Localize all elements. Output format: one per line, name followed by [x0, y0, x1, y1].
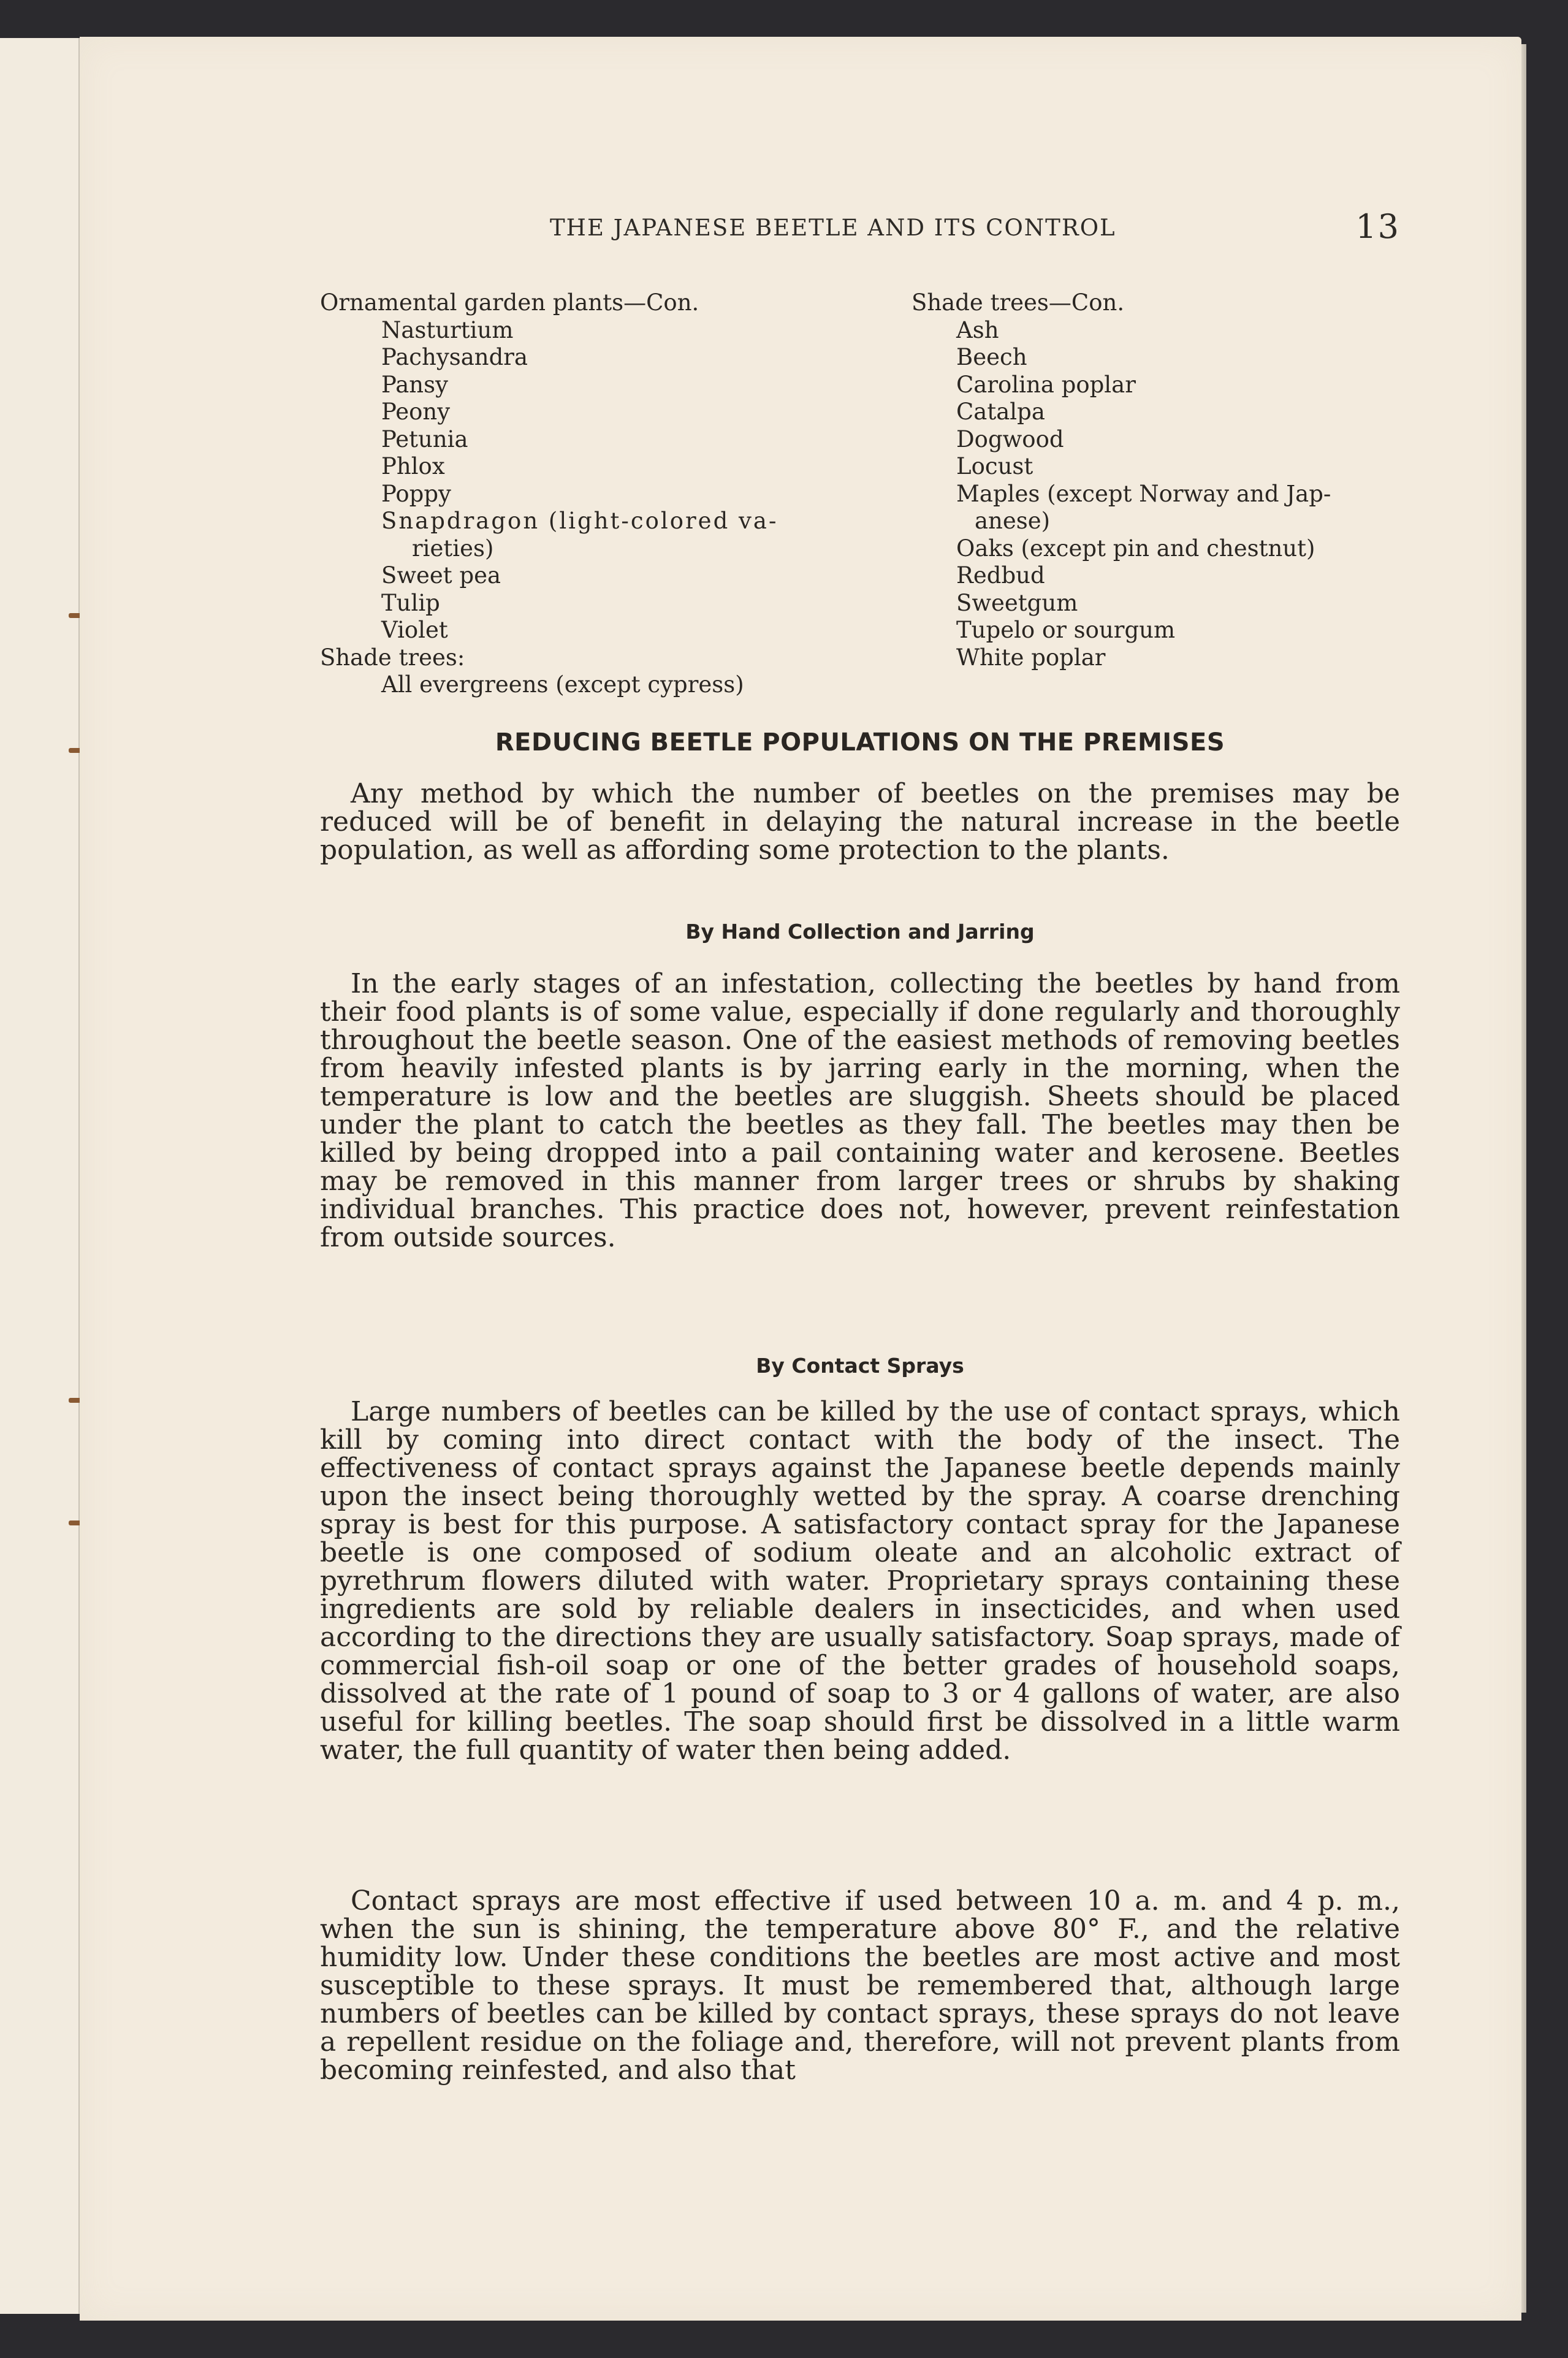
subsection-heading-contact-sprays: By Contact Sprays — [756, 1354, 964, 1378]
list-item: Poppy — [381, 480, 451, 507]
list-item: Sweet pea — [381, 562, 501, 589]
list-item-line: anese) — [975, 508, 1051, 534]
section-heading: REDUCING BEETLE POPULATIONS ON THE PREMISES — [495, 728, 1225, 757]
list-item: Locust — [956, 453, 1033, 479]
page-number: 13 — [1355, 207, 1400, 246]
list-item: Tupelo or sourgum — [956, 617, 1176, 643]
list-item: Sweetgum — [956, 589, 1078, 616]
list-item — [320, 508, 872, 562]
list-item-line: rieties) — [412, 535, 494, 562]
list-heading: Ornamental garden plants—Con. — [320, 289, 699, 316]
contact-sprays-paragraph-2: Contact sprays are most effective if used between 10 a. m. and 4 p. m., when the sun is shining, the temperature above 80° F., and the relative humidity low. Under these conditions the beetles are most active and most susceptible to these sprays. It must be remembered that, although large numbers of beetles can be killed by contact sprays, these sprays do not leave a repellent residue on the foliage and, therefore, will not prevent plants from becoming reinfested, and also that — [320, 1885, 1400, 2086]
hand-collection-paragraph: In the early stages of an infestation, collecting the beetles by hand from their food plants is of some value, especially if done regularly and thoroughly throughout the beetle season. One of the easiest methods of removing beetles from heavily infested plants is by jarring early in the morning, when the temperature is low and the beetles are sluggish. Sheets should be placed under the plant to catch the beetles as they fall. The beetles may then be killed by being dropped into a pail containing water and kerosene. Beetles may be removed in this manner from larger trees or shrubs by shaking individual branches. This practice does not, however, prevent reinfestation from outside sources. — [320, 968, 1400, 1253]
subsection-heading-hand-collection: By Hand Collection and Jarring — [685, 920, 1035, 944]
list-item: Peony — [381, 399, 451, 425]
list-item-line: Maples (except Norway and Jap- — [956, 480, 1331, 507]
right-column — [911, 289, 1402, 671]
list-heading: Shade trees: — [320, 644, 465, 671]
contact-sprays-paragraph-1: Large numbers of beetles can be killed by the use of contact sprays, which kill by coming into direct contact with the body of the insect. The effectiveness of contact sprays against the Japanese beetle depends mainly upon the insect being thoroughly wetted by the spray. A coarse drenching spray is best for this purpose. A satisfactory contact spray for the Japanese beetle is one composed of sodium oleate and an alcoholic extract of pyrethrum flowers diluted with water. Proprietary sprays containing these ingredients are sold by reliable dealers in insecticides, and when used according to the directions they are usually satisfactory. Soap sprays, made of commercial fish-oil soap or one of the better grades of household soaps, dissolved at the rate of 1 pound of soap to 3 or 4 gallons of water, are also useful for killing beetles. The soap should first be dissolved in a little warm water, the full quantity of water then being added. — [320, 1396, 1400, 1766]
list-item: Oaks (except pin and chestnut) — [956, 535, 1315, 562]
list-item-line: Snapdragon (light-colored va- — [381, 508, 778, 534]
page-stack-edge — [1521, 44, 1526, 2313]
list-item: Pachysandra — [381, 344, 528, 370]
running-title: THE JAPANESE BEETLE AND ITS CONTROL — [550, 215, 1116, 241]
facing-page-edge — [0, 38, 80, 2314]
list-heading: Shade trees—Con. — [911, 289, 1125, 316]
left-column — [320, 289, 872, 699]
list-item: Catalpa — [956, 399, 1045, 425]
document-page — [80, 37, 1521, 2321]
list-item: Ash — [956, 316, 999, 343]
list-item: Violet — [381, 617, 448, 643]
list-item: Carolina poplar — [956, 371, 1136, 398]
list-item: All evergreens (except cypress) — [381, 671, 744, 698]
list-item: Beech — [956, 344, 1027, 370]
intro-paragraph: Any method by which the number of beetles on the premises may be reduced will be of benefit in delaying the natural increase in the beetle population, as well as affording some protection to the plants. — [320, 778, 1400, 866]
list-item: Nasturtium — [381, 316, 514, 343]
list-item: Dogwood — [956, 425, 1064, 452]
list-item: Tulip — [381, 589, 440, 616]
list-item: Pansy — [381, 371, 449, 398]
list-item: Petunia — [381, 425, 468, 452]
list-item: Phlox — [381, 453, 445, 479]
list-item — [911, 481, 1402, 535]
list-item: White poplar — [956, 644, 1106, 671]
list-item: Redbud — [956, 562, 1045, 589]
